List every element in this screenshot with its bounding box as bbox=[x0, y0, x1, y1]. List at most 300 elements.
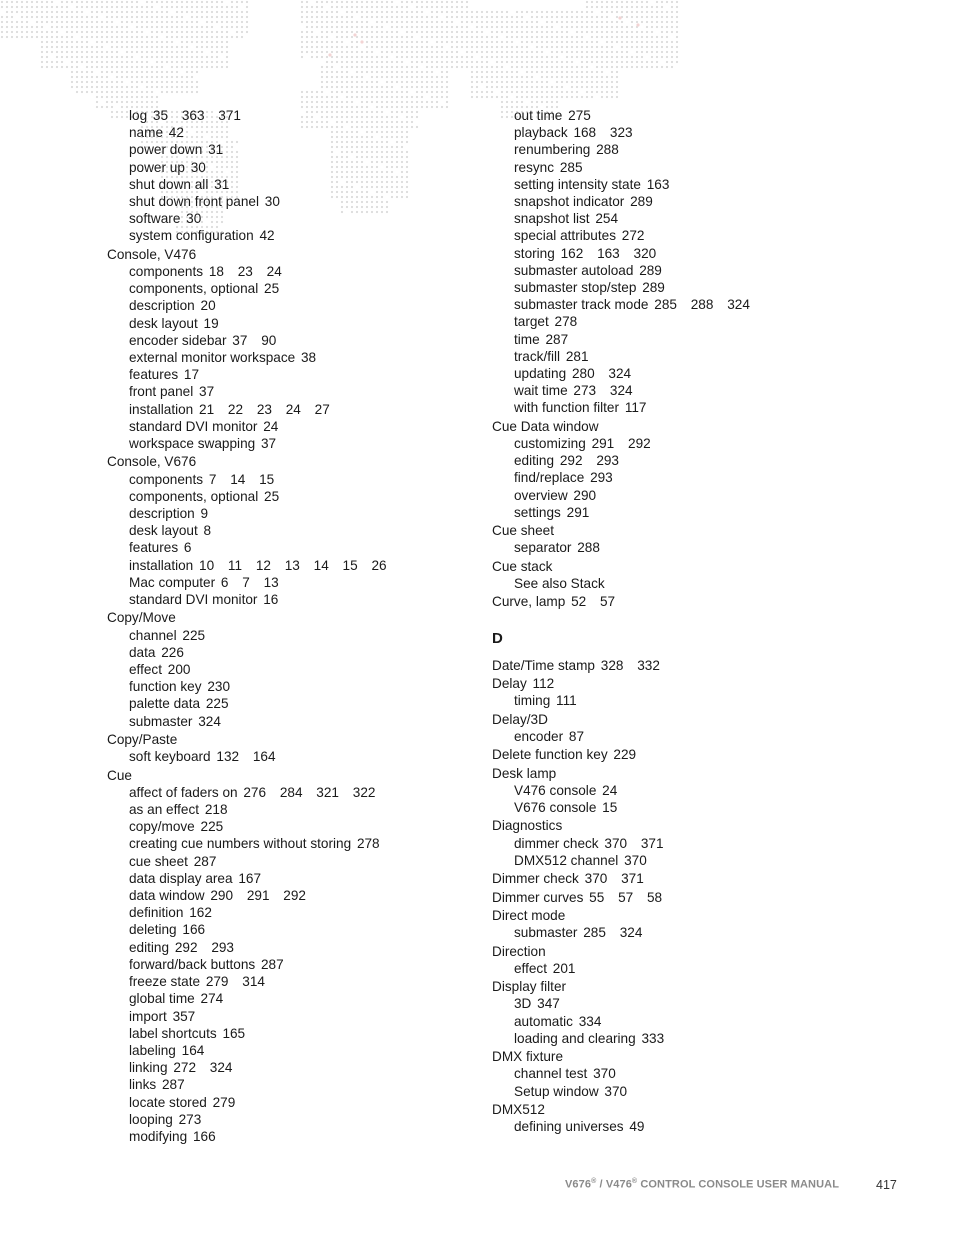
index-term: linking bbox=[129, 1060, 168, 1076]
index-subentry bbox=[107, 1042, 467, 1059]
page-reference[interactable]: 163 bbox=[646, 176, 670, 192]
page-reference[interactable]: 324 bbox=[608, 366, 632, 382]
page-reference[interactable]: 290 bbox=[210, 888, 234, 904]
page-number: 417 bbox=[876, 1178, 897, 1192]
index-subentry bbox=[107, 539, 467, 556]
page-reference[interactable]: 37 bbox=[199, 384, 215, 400]
page-reference[interactable]: 57 bbox=[618, 889, 634, 905]
page-reference[interactable]: 363 bbox=[181, 108, 205, 123]
index-term: description bbox=[129, 298, 195, 314]
page-reference[interactable]: 24 bbox=[285, 401, 301, 417]
index-term: time bbox=[514, 331, 540, 347]
index-subentry bbox=[107, 784, 467, 801]
page-reference[interactable]: 293 bbox=[590, 470, 613, 486]
page-reference[interactable]: 8 bbox=[203, 523, 212, 539]
page-reference[interactable]: 275 bbox=[568, 108, 591, 123]
page-reference[interactable]: 6 bbox=[183, 540, 192, 556]
index-subentry bbox=[107, 870, 467, 887]
index-entry bbox=[107, 731, 467, 748]
index-subentry bbox=[107, 332, 467, 349]
page-reference[interactable]: 254 bbox=[595, 211, 619, 227]
page-reference[interactable]: 370 bbox=[604, 1083, 628, 1099]
index-entry bbox=[492, 765, 932, 782]
page-reference[interactable]: 7 bbox=[242, 574, 250, 590]
index-term: Curve, lamp bbox=[492, 594, 566, 610]
page-reference[interactable]: 292 bbox=[283, 888, 306, 904]
page-reference[interactable]: 324 bbox=[619, 925, 643, 941]
page-reference[interactable]: 287 bbox=[260, 956, 284, 972]
index-term: Dimmer check bbox=[492, 871, 579, 887]
index-subentry bbox=[107, 1128, 467, 1145]
index-term: data bbox=[129, 644, 156, 660]
index-term: Diagnostics bbox=[492, 818, 563, 834]
index-subentry bbox=[492, 313, 932, 330]
page-reference[interactable]: 285 bbox=[559, 159, 583, 175]
page-reference[interactable]: 285 bbox=[654, 297, 677, 313]
index-term: 3D bbox=[514, 996, 532, 1012]
page-reference[interactable]: 321 bbox=[316, 784, 339, 800]
index-term: copy/move bbox=[129, 819, 195, 835]
page-reference[interactable]: 371 bbox=[218, 108, 241, 123]
page-reference[interactable]: 31 bbox=[214, 176, 230, 192]
index-subentry bbox=[107, 921, 467, 938]
page-reference[interactable]: 287 bbox=[545, 331, 569, 347]
index-subentry bbox=[107, 193, 467, 210]
index-subentry bbox=[107, 488, 467, 505]
page-reference[interactable]: 230 bbox=[207, 679, 231, 695]
index-subentry bbox=[492, 348, 932, 365]
page-reference[interactable]: 201 bbox=[552, 960, 576, 976]
page-reference[interactable]: 285 bbox=[583, 925, 606, 941]
page-reference[interactable]: 292 bbox=[628, 436, 651, 452]
page-reference[interactable]: 162 bbox=[560, 245, 584, 261]
page-reference[interactable]: 347 bbox=[537, 996, 560, 1012]
index-term: freeze state bbox=[129, 974, 201, 990]
index-term: components, optional bbox=[129, 281, 259, 297]
page-reference[interactable]: 30 bbox=[186, 211, 202, 227]
index-term: submaster track mode bbox=[514, 297, 649, 313]
page-reference[interactable]: 273 bbox=[178, 1111, 202, 1127]
registered-mark: ® bbox=[591, 1178, 597, 1185]
manual-footer bbox=[565, 1178, 905, 1191]
page-reference[interactable]: 57 bbox=[599, 594, 616, 610]
page-reference[interactable]: 13 bbox=[284, 557, 300, 573]
index-term: Mac computer bbox=[129, 574, 216, 590]
index-term: desk layout bbox=[129, 315, 198, 331]
page-reference[interactable]: 26 bbox=[371, 557, 387, 573]
index-subentry bbox=[492, 728, 932, 745]
index-term: workspace swapping bbox=[129, 436, 256, 452]
page-reference[interactable]: 225 bbox=[205, 696, 229, 712]
page-reference[interactable]: 288 bbox=[596, 142, 619, 158]
page-reference[interactable]: 14 bbox=[230, 471, 246, 487]
index-term: forward/back buttons bbox=[129, 956, 256, 972]
page-reference[interactable]: 280 bbox=[571, 366, 595, 382]
index-term: cue sheet bbox=[129, 853, 188, 869]
index-term: external monitor workspace bbox=[129, 350, 296, 366]
index-subentry bbox=[492, 382, 932, 399]
page-reference[interactable]: 333 bbox=[641, 1030, 665, 1046]
page-reference[interactable]: 15 bbox=[342, 557, 358, 573]
index-term: standard DVI monitor bbox=[129, 418, 258, 434]
index-term: submaster bbox=[514, 925, 578, 941]
index-subentry bbox=[107, 1076, 467, 1093]
index-term: label shortcuts bbox=[129, 1025, 217, 1041]
page-reference[interactable]: 21 bbox=[199, 401, 215, 417]
index-term: Copy/Move bbox=[107, 610, 176, 626]
page-reference[interactable]: 164 bbox=[181, 1042, 205, 1058]
index-term: editing bbox=[129, 939, 170, 955]
index-term: features bbox=[129, 540, 179, 556]
index-term: looping bbox=[129, 1111, 173, 1127]
page-reference[interactable]: 167 bbox=[238, 870, 262, 886]
page-reference[interactable]: 37 bbox=[232, 332, 248, 348]
index-term: Delete function key bbox=[492, 747, 608, 763]
page-reference[interactable]: 24 bbox=[602, 782, 618, 798]
index-entry bbox=[492, 746, 932, 763]
page-reference[interactable]: 30 bbox=[264, 194, 280, 210]
page-reference[interactable]: 320 bbox=[633, 245, 657, 261]
index-term: Date/Time stamp bbox=[492, 657, 595, 673]
page-reference[interactable]: 276 bbox=[243, 784, 267, 800]
index-subentry bbox=[107, 505, 467, 522]
page-reference[interactable]: 229 bbox=[613, 747, 637, 763]
index-subentry bbox=[492, 124, 932, 141]
page-reference[interactable]: 168 bbox=[573, 125, 597, 141]
index-term: automatic bbox=[514, 1013, 573, 1029]
page-reference[interactable]: 13 bbox=[263, 574, 279, 590]
index-term: storing bbox=[514, 245, 555, 261]
page-reference[interactable]: 272 bbox=[621, 228, 645, 244]
index-subentry bbox=[107, 210, 467, 227]
index-term: Desk lamp bbox=[492, 765, 557, 781]
index-column-right bbox=[492, 107, 932, 1135]
index-term: snapshot indicator bbox=[514, 194, 625, 210]
index-subentry bbox=[492, 365, 932, 382]
index-subentry bbox=[107, 471, 467, 488]
page-reference[interactable]: 290 bbox=[573, 487, 597, 503]
index-subentry bbox=[107, 904, 467, 921]
index-term: Setup window bbox=[514, 1083, 599, 1099]
index-term: channel bbox=[129, 627, 177, 643]
page-reference[interactable]: 18 bbox=[208, 264, 224, 280]
index-subentry bbox=[107, 939, 467, 956]
page-reference[interactable]: 287 bbox=[193, 853, 217, 869]
page-reference[interactable]: 324 bbox=[198, 713, 221, 729]
index-subentry bbox=[107, 141, 467, 158]
page-reference[interactable]: 272 bbox=[173, 1060, 197, 1076]
page-reference[interactable]: 370 bbox=[593, 1066, 616, 1082]
index-entry bbox=[492, 558, 932, 575]
page-reference[interactable]: 225 bbox=[182, 627, 206, 643]
index-entry bbox=[492, 889, 932, 906]
index-entry bbox=[492, 907, 932, 924]
page-reference[interactable]: 371 bbox=[640, 835, 664, 851]
page-reference[interactable]: 166 bbox=[182, 922, 206, 938]
page-reference[interactable]: 24 bbox=[266, 264, 282, 280]
index-term: data display area bbox=[129, 870, 233, 886]
page-reference[interactable]: 288 bbox=[577, 540, 600, 556]
index-term: loading and clearing bbox=[514, 1030, 636, 1046]
index-subentry bbox=[107, 263, 467, 280]
page-reference[interactable]: 112 bbox=[532, 676, 555, 692]
page-reference[interactable]: 166 bbox=[192, 1128, 216, 1144]
index-term: customizing bbox=[514, 436, 586, 452]
index-entry bbox=[492, 711, 932, 728]
page-reference[interactable]: 15 bbox=[602, 800, 618, 816]
index-subentry bbox=[107, 853, 467, 870]
page-reference[interactable]: 25 bbox=[264, 281, 280, 297]
index-term: Copy/Paste bbox=[107, 732, 178, 748]
page-reference[interactable]: 334 bbox=[578, 1013, 602, 1029]
index-term: Console, V476 bbox=[107, 246, 197, 262]
index-subentry bbox=[107, 748, 467, 765]
page-reference[interactable]: 38 bbox=[301, 350, 317, 366]
index-entry bbox=[492, 522, 932, 539]
page-reference[interactable]: 279 bbox=[212, 1094, 236, 1110]
page-reference[interactable]: 292 bbox=[559, 453, 583, 469]
index-subentry bbox=[492, 159, 932, 176]
index-term: snapshot list bbox=[514, 211, 590, 227]
page-reference[interactable]: 370 bbox=[624, 852, 647, 868]
index-term: soft keyboard bbox=[129, 749, 211, 765]
index-term: effect bbox=[129, 662, 163, 678]
index-subentry bbox=[107, 297, 467, 314]
index-entry bbox=[492, 675, 932, 692]
index-term: special attributes bbox=[514, 228, 617, 244]
index-subentry bbox=[492, 1065, 932, 1082]
page-reference[interactable]: 19 bbox=[203, 315, 219, 331]
index-term: submaster stop/step bbox=[514, 280, 637, 296]
page-reference[interactable]: 289 bbox=[630, 194, 653, 210]
page-reference[interactable]: 291 bbox=[591, 436, 615, 452]
page-reference[interactable]: 117 bbox=[624, 400, 647, 416]
index-term: shut down front panel bbox=[129, 194, 259, 210]
index-term: submaster autoload bbox=[514, 262, 634, 278]
page-reference[interactable]: 324 bbox=[209, 1060, 233, 1076]
page-reference[interactable]: 16 bbox=[263, 592, 279, 608]
index-subentry bbox=[107, 366, 467, 383]
index-entry bbox=[492, 978, 932, 995]
page-reference[interactable]: 291 bbox=[246, 888, 270, 904]
page-reference[interactable]: 20 bbox=[200, 298, 216, 314]
footer-separator: / bbox=[596, 1178, 606, 1191]
index-entry bbox=[107, 453, 467, 470]
page-reference[interactable]: 289 bbox=[639, 262, 662, 278]
page-reference[interactable]: 23 bbox=[237, 264, 253, 280]
page-reference[interactable]: 226 bbox=[161, 644, 184, 660]
index-term: target bbox=[514, 314, 549, 330]
index-term: Display filter bbox=[492, 979, 567, 995]
page-reference[interactable]: 52 bbox=[571, 594, 587, 610]
page-reference[interactable]: 324 bbox=[609, 383, 633, 399]
page-reference[interactable]: 287 bbox=[161, 1077, 185, 1093]
index-term: system configuration bbox=[129, 228, 254, 244]
page-reference[interactable]: 225 bbox=[200, 819, 224, 835]
page-reference[interactable]: 278 bbox=[554, 314, 578, 330]
page-reference[interactable]: 274 bbox=[200, 991, 224, 1007]
page-reference[interactable]: 371 bbox=[621, 871, 644, 887]
index-term: import bbox=[129, 1008, 167, 1024]
page-reference[interactable]: 163 bbox=[597, 245, 620, 261]
page-reference[interactable]: 324 bbox=[727, 297, 750, 313]
page-reference[interactable]: 164 bbox=[252, 749, 276, 765]
page-reference[interactable]: 284 bbox=[279, 784, 303, 800]
index-term: renumbering bbox=[514, 142, 591, 158]
index-subentry bbox=[107, 176, 467, 193]
index-term: software bbox=[129, 211, 181, 227]
page-reference[interactable]: 273 bbox=[573, 383, 597, 399]
page-reference[interactable]: 328 bbox=[600, 657, 624, 673]
page-reference[interactable]: 14 bbox=[313, 557, 329, 573]
index-term: name bbox=[129, 125, 164, 141]
index-entry bbox=[107, 609, 467, 626]
page-reference[interactable]: 278 bbox=[356, 836, 380, 852]
page-reference[interactable]: 162 bbox=[189, 905, 212, 921]
page-reference[interactable]: 293 bbox=[596, 453, 619, 469]
page-reference[interactable]: 35 bbox=[152, 108, 169, 123]
page-reference[interactable]: 11 bbox=[227, 557, 243, 573]
index-subentry bbox=[107, 990, 467, 1007]
index-entry bbox=[492, 943, 932, 960]
index-subentry bbox=[492, 487, 932, 504]
index-subentry bbox=[107, 591, 467, 608]
index-subentry bbox=[107, 315, 467, 332]
index-entry bbox=[492, 1101, 932, 1118]
page-reference[interactable]: 332 bbox=[637, 657, 660, 673]
index-entry bbox=[107, 246, 467, 263]
index-subentry bbox=[492, 852, 932, 869]
index-entry bbox=[492, 870, 932, 887]
page-reference[interactable]: 23 bbox=[256, 401, 272, 417]
index-term: components bbox=[129, 471, 204, 487]
page-reference[interactable]: 165 bbox=[222, 1025, 246, 1041]
index-term: Delay/3D bbox=[492, 711, 548, 727]
page-reference[interactable]: 42 bbox=[168, 125, 184, 141]
index-term: Delay bbox=[492, 676, 527, 692]
page-reference[interactable]: 30 bbox=[190, 159, 206, 175]
page-reference[interactable]: 42 bbox=[259, 228, 275, 244]
page-reference[interactable]: 314 bbox=[242, 974, 265, 990]
page-reference[interactable]: 132 bbox=[216, 749, 240, 765]
index-subentry bbox=[107, 557, 467, 574]
page-reference[interactable]: 289 bbox=[642, 280, 665, 296]
index-subentry bbox=[107, 349, 467, 366]
index-subentry bbox=[492, 1118, 932, 1135]
page-reference[interactable]: 291 bbox=[566, 504, 590, 520]
index-subentry bbox=[107, 574, 467, 591]
index-subentry bbox=[107, 644, 467, 661]
page-reference[interactable]: 357 bbox=[172, 1008, 196, 1024]
page-reference[interactable]: 279 bbox=[205, 974, 229, 990]
index-letter-heading: D bbox=[492, 629, 503, 647]
index-term: defining universes bbox=[514, 1119, 624, 1135]
index-subentry bbox=[107, 818, 467, 835]
page-reference[interactable]: 370 bbox=[604, 835, 628, 851]
page-reference[interactable]: 281 bbox=[565, 348, 589, 364]
page-reference[interactable]: 15 bbox=[259, 471, 275, 487]
index-term: definition bbox=[129, 905, 184, 921]
index-subentry bbox=[107, 956, 467, 973]
index-term: out time bbox=[514, 108, 563, 123]
page-reference[interactable]: 200 bbox=[167, 662, 191, 678]
page-reference[interactable]: 293 bbox=[211, 939, 234, 955]
page-reference[interactable]: 10 bbox=[199, 557, 215, 573]
index-term: components bbox=[129, 264, 204, 280]
page-reference[interactable]: 17 bbox=[183, 367, 200, 383]
index-term: front panel bbox=[129, 384, 194, 400]
index-subentry bbox=[492, 799, 932, 816]
index-term: encoder bbox=[514, 728, 564, 744]
index-subentry bbox=[492, 141, 932, 158]
index-subentry bbox=[492, 575, 932, 592]
index-term: power up bbox=[129, 159, 185, 175]
index-subentry bbox=[492, 399, 932, 416]
page-reference[interactable]: 22 bbox=[227, 401, 244, 417]
page-reference[interactable]: 31 bbox=[208, 142, 224, 158]
index-term: DMX fixture bbox=[492, 1049, 564, 1065]
index-column-left bbox=[107, 107, 467, 1145]
page-reference[interactable]: 37 bbox=[260, 436, 277, 452]
page-reference[interactable]: 25 bbox=[264, 488, 280, 504]
index-term: V676 console bbox=[514, 800, 597, 816]
index-term: links bbox=[129, 1077, 157, 1093]
index-subentry bbox=[492, 193, 932, 210]
page-reference[interactable]: 6 bbox=[220, 574, 229, 590]
index-term: standard DVI monitor bbox=[129, 592, 258, 608]
index-subentry bbox=[492, 469, 932, 486]
page-reference[interactable]: 322 bbox=[352, 784, 376, 800]
index-term: with function filter bbox=[514, 400, 620, 416]
page-reference[interactable]: 12 bbox=[255, 557, 271, 573]
index-subentry bbox=[107, 973, 467, 990]
index-term: shut down all bbox=[129, 176, 209, 192]
page-reference[interactable]: 87 bbox=[568, 728, 585, 744]
page-reference[interactable]: 323 bbox=[609, 125, 633, 141]
page-reference[interactable]: 7 bbox=[208, 471, 217, 487]
page-reference[interactable]: 9 bbox=[200, 506, 209, 522]
registered-mark: ® bbox=[631, 1178, 638, 1185]
index-term: function key bbox=[129, 679, 202, 695]
page-reference[interactable]: 90 bbox=[261, 332, 277, 348]
footer-model-a: V676 bbox=[565, 1178, 592, 1191]
page-reference[interactable]: 370 bbox=[584, 871, 608, 887]
page-reference[interactable]: 218 bbox=[204, 802, 228, 818]
page-reference[interactable]: 24 bbox=[263, 418, 279, 434]
index-term: setting intensity state bbox=[514, 176, 641, 192]
page-reference[interactable]: 49 bbox=[629, 1119, 645, 1135]
index-subentry bbox=[492, 539, 932, 556]
page-reference[interactable]: 292 bbox=[174, 939, 198, 955]
index-term: installation bbox=[129, 557, 194, 573]
index-term: effect bbox=[514, 960, 548, 976]
index-term: features bbox=[129, 367, 179, 383]
page-reference[interactable]: 111 bbox=[556, 693, 577, 709]
page-reference[interactable]: 58 bbox=[646, 889, 663, 905]
index-subentry bbox=[107, 435, 467, 452]
index-entry bbox=[492, 418, 932, 435]
index-term: Cue bbox=[107, 767, 132, 783]
page-reference[interactable]: 27 bbox=[314, 401, 330, 417]
page-reference[interactable]: 288 bbox=[690, 297, 714, 313]
index-term: DMX512 channel bbox=[514, 852, 619, 868]
index-subentry bbox=[107, 227, 467, 244]
index-subentry bbox=[107, 678, 467, 695]
index-subentry bbox=[107, 522, 467, 539]
footer-title: CONTROL CONSOLE USER MANUAL bbox=[637, 1178, 840, 1191]
page-reference[interactable]: 55 bbox=[589, 889, 605, 905]
index-entry bbox=[492, 657, 932, 674]
